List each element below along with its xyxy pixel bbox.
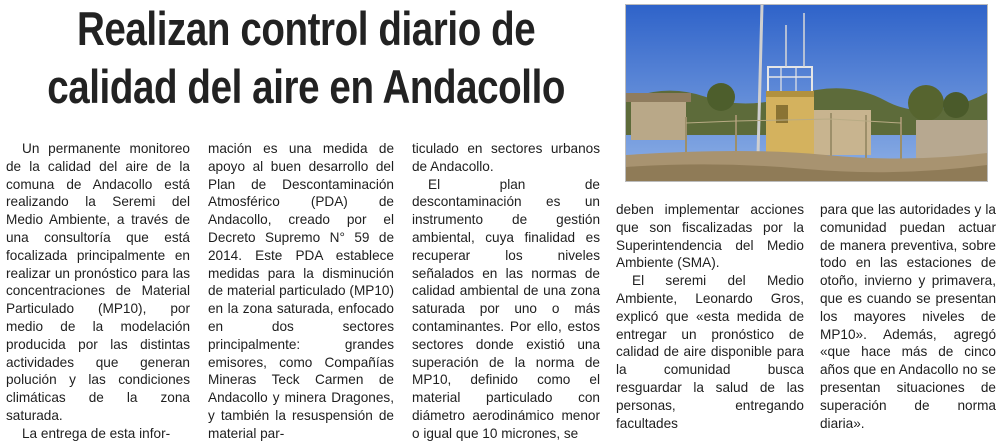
article-column-3 (412, 140, 600, 443)
paragraph: El seremi del Medio Ambiente, Leonardo Gros, explicó que «esta medida de entregar un pronóstico de calidad de aire disponible para la comunidad busca resguardar la salud de las personas, entregando facultades (616, 273, 804, 431)
headline-line-2: calidad del aire en Andacollo (47, 60, 566, 113)
paragraph: mación es una medida de apoyo al buen desarrollo del Plan de Descontaminación Atmosférico (PDA) de Andacollo, creado por el Decreto Supremo N° 59 de 2014. Este PDA establece medidas para la disminución de material particulado (MP10) en la zona saturada, enfocado en dos sectores principalmente: grandes emisores, como Compañías Mineras Teck Carmen de Andacollo y minera Dragones, y también la resuspensión de material par- (208, 141, 394, 441)
headline (6, 0, 606, 116)
paragraph: ticulado en sectores urbanos de Andacollo. (412, 141, 600, 174)
station-photo-illustration (626, 5, 987, 181)
station-photo (625, 4, 988, 182)
paragraph: La entrega de esta infor- (22, 425, 171, 441)
article-column-1 (6, 140, 190, 443)
article-column-5 (820, 201, 996, 432)
paragraph: El plan de descontaminación es un instrumento de gestión ambiental, cuya finalidad es recuperar los niveles señalados en las normas de calidad ambiental de una zona saturada por uno o más contaminantes. Por ello, estos sectores donde existió una superación de la norma de MP10, definido como el material particulado con diámetro aerodinámico menor o igual que 10 micrones, se (412, 176, 600, 441)
article-column-4 (616, 201, 804, 432)
paragraph: para que las autoridades y la comunidad puedan actuar de manera preventiva, sobre todo en las estaciones de otoño, invierno y primavera, que es cuando se presentan los mayores niveles de MP10». Además, agregó «que hace más de cinco años que en Andacollo no se presentan situaciones de superación de norma diaria». (820, 202, 996, 431)
paragraph: Un permanente monitoreo de la calidad del aire de la comuna de Andacollo está realizando la Seremi del Medio Ambiente, a través de una consultoría que está focalizada principalmente en realizar un pronóstico para las concentraciones de Material Particulado (MP10), por medio de la modelación producida por las distintas actividades que generan polución y las condiciones climáticas de la zona saturada. (6, 141, 190, 423)
paragraph: deben implementar acciones que son fiscalizadas por la Superintendencia del Medio Ambiente (SMA). (616, 202, 804, 271)
headline-line-1: Realizan control diario de (76, 2, 536, 55)
article-column-2 (208, 140, 394, 443)
